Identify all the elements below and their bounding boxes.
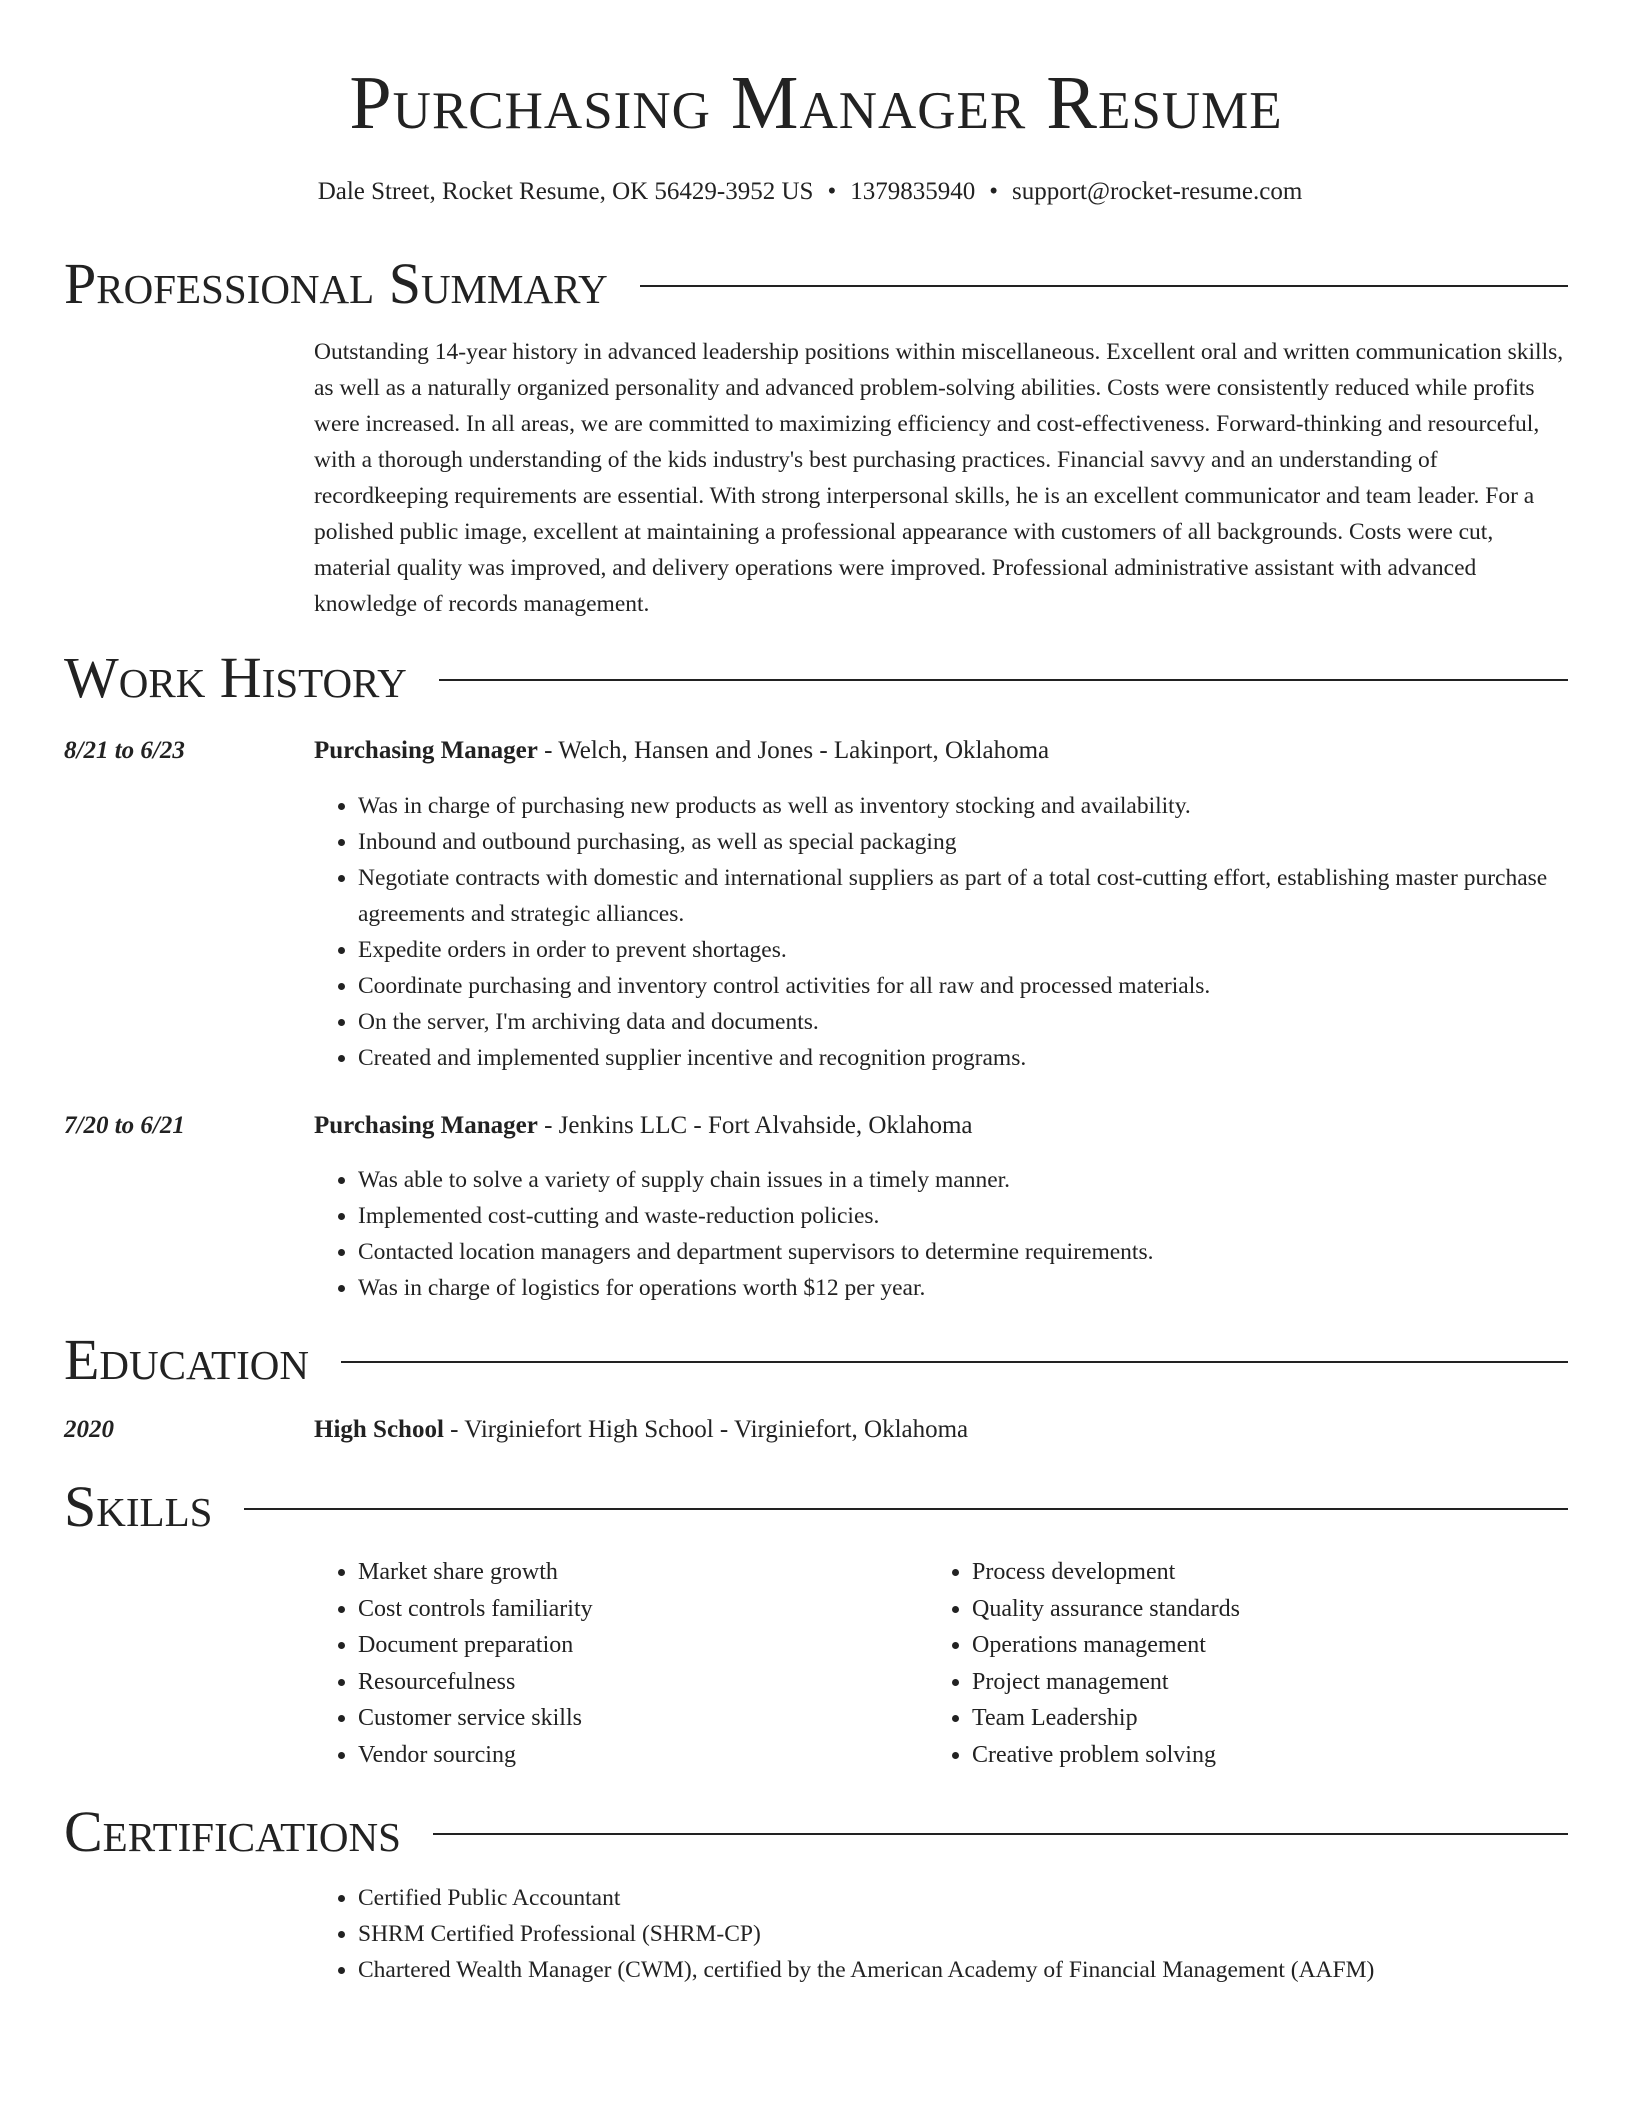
- certifications-heading: Certifications: [64, 1799, 401, 1864]
- education-heading: Education: [64, 1327, 309, 1392]
- job-title: Purchasing Manager: [314, 1112, 538, 1139]
- list-item: • Created and implemented supplier incentive and recognition programs.: [358, 1040, 1570, 1076]
- skill-item: • Resourcefulness: [358, 1664, 958, 1701]
- skill-item: • Creative problem solving: [972, 1737, 1612, 1774]
- skill-item: • Operations management: [972, 1627, 1612, 1664]
- skill-item: • Market share growth: [358, 1554, 958, 1591]
- job-details: - Jenkins LLC - Fort Alvahside, Oklahoma: [537, 1112, 973, 1139]
- list-item: • Was in charge of logistics for operations worth $12 per year.: [358, 1270, 1570, 1306]
- contact-line: [0, 175, 1620, 209]
- section-divider: [244, 1508, 1568, 1510]
- job-dates: 7/20 to 6/21: [64, 1112, 185, 1139]
- skill-item: • Customer service skills: [358, 1700, 958, 1737]
- education-details: - Virginiefort High School - Virginiefort, Oklahoma: [443, 1416, 969, 1443]
- skills-heading: Skills: [64, 1474, 213, 1539]
- summary-text: Outstanding 14-year history in advanced leadership positions within miscellaneous. Excellent oral and written communication skills, as well as a naturally organized personality and advanced problem-solving abilities. Costs were consistently reduced while profits were increased. In all areas, we are committed to maximizing efficiency and cost-effectiveness. Forward-thinking and resourceful, with a thorough understanding of the kids industry's best purchasing practices. Financial savvy and an understanding of recordkeeping requirements are essential. With strong interpersonal skills, he is an excellent communicator and team leader. For a polished public image, excellent at maintaining a professional appearance with customers of all backgrounds. Costs were cut, material quality was improved, and delivery operations were improved. Professional administrative assistant with advanced knowledge of records management.: [314, 339, 1564, 617]
- education-section-header: [64, 1328, 1568, 1392]
- skills-list-right: [928, 1554, 1612, 1773]
- list-item: • Coordinate purchasing and inventory control activities for all raw and processed materials.: [358, 968, 1570, 1004]
- contact-phone: 1379835940: [850, 178, 976, 205]
- summary-heading: Professional Summary: [64, 251, 608, 316]
- certifications-list: [314, 1880, 1570, 1988]
- job-dates: 8/21 to 6/23: [64, 737, 185, 764]
- job-heading: [314, 734, 1049, 768]
- skills-section-header: [64, 1475, 1568, 1539]
- skill-item: • Quality assurance standards: [972, 1591, 1612, 1628]
- list-item: • Inbound and outbound purchasing, as well as special packaging: [358, 824, 1570, 860]
- job-bullets: [314, 1162, 1570, 1306]
- contact-separator: •: [989, 178, 998, 205]
- list-item: • Contacted location managers and department supervisors to determine requirements.: [358, 1234, 1570, 1270]
- section-divider: [640, 285, 1568, 287]
- list-item: • Was in charge of purchasing new products as well as inventory stocking and availability.: [358, 788, 1570, 824]
- skills-list-left: [314, 1554, 958, 1773]
- skill-item: • Team Leadership: [972, 1700, 1612, 1737]
- work-heading: Work History: [64, 645, 407, 710]
- education-degree: High School: [314, 1416, 444, 1443]
- section-divider: [433, 1833, 1568, 1835]
- contact-email: support@rocket-resume.com: [1012, 178, 1303, 205]
- contact-separator: •: [827, 178, 837, 205]
- skill-item: • Document preparation: [358, 1627, 958, 1664]
- job-bullets: [314, 788, 1570, 1076]
- certifications-section-header: [64, 1800, 1568, 1864]
- job-details: - Welch, Hansen and Jones - Lakinport, Oklahoma: [537, 737, 1050, 764]
- list-item: • Expedite orders in order to prevent shortages.: [358, 932, 1570, 968]
- certification-item: • Chartered Wealth Manager (CWM), certified by the American Academy of Financial Management (AAFM): [358, 1952, 1570, 1988]
- skill-item: • Project management: [972, 1664, 1612, 1701]
- list-item: • Negotiate contracts with domestic and international suppliers as part of a total cost-cutting effort, establishing master purchase agreements and strategic alliances.: [358, 860, 1570, 932]
- skill-item: • Cost controls familiarity: [358, 1591, 958, 1628]
- summary-section-header: [64, 252, 1568, 316]
- resume-title: Purchasing Manager Resume: [349, 61, 1283, 145]
- certification-item: • SHRM Certified Professional (SHRM-CP): [358, 1916, 1570, 1952]
- certification-item: • Certified Public Accountant: [358, 1880, 1570, 1916]
- education-year: 2020: [64, 1416, 114, 1443]
- section-divider: [439, 679, 1568, 681]
- list-item: • Was able to solve a variety of supply chain issues in a timely manner.: [358, 1162, 1570, 1198]
- education-line: [314, 1413, 968, 1447]
- section-divider: [341, 1361, 1568, 1363]
- skill-item: • Vendor sourcing: [358, 1737, 958, 1774]
- contact-address: Dale Street, Rocket Resume, OK 56429-3952 US: [317, 178, 814, 205]
- skill-item: • Process development: [972, 1554, 1612, 1591]
- list-item: • Implemented cost-cutting and waste-reduction policies.: [358, 1198, 1570, 1234]
- job-title: Purchasing Manager: [314, 737, 538, 764]
- work-section-header: [64, 646, 1568, 710]
- list-item: • On the server, I'm archiving data and documents.: [358, 1004, 1570, 1040]
- job-heading: [314, 1109, 973, 1143]
